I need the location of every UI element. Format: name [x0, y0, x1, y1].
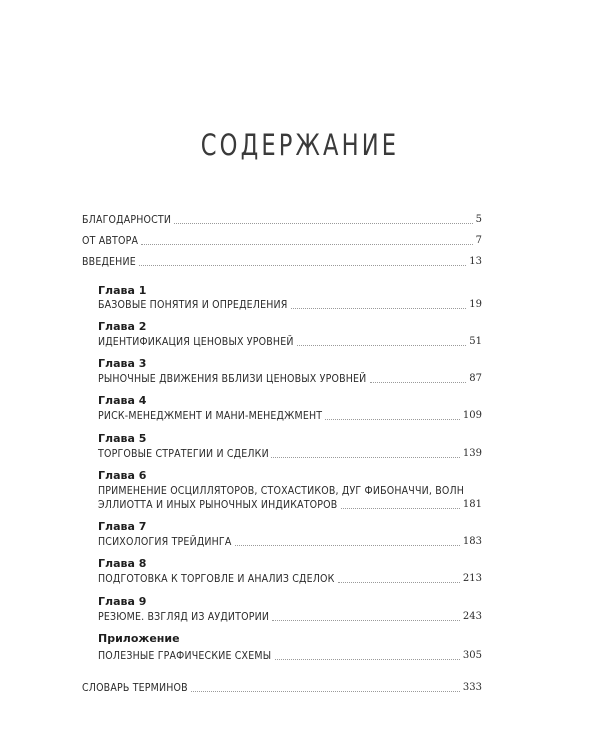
chapter-heading: Глава 9 — [98, 595, 147, 608]
toc-page-number: 19 — [469, 299, 482, 310]
toc-page-number: 13 — [469, 256, 482, 267]
toc-entry-chapter-9[interactable] — [98, 610, 482, 624]
toc-page-number: 181 — [462, 499, 482, 510]
toc-entry-chapter-2[interactable] — [98, 335, 482, 349]
toc-page-number: 109 — [462, 410, 482, 421]
dot-leader — [271, 457, 459, 458]
toc-entry-chapter-4[interactable] — [98, 409, 482, 423]
toc-entry-label: ПРИМЕНЕНИЕ ОСЦИЛЛЯТОРОВ, СТОХАСТИКОВ, ДУГ ФИБОНАЧЧИ, ВОЛН — [98, 484, 465, 497]
chapter-heading: Глава 4 — [98, 394, 147, 407]
toc-entry-chapter-7[interactable] — [98, 535, 482, 549]
dot-leader — [297, 345, 466, 346]
toc-page-number: 213 — [462, 573, 482, 584]
toc-entry-glossary[interactable] — [82, 681, 482, 695]
appendix-heading: Приложение — [98, 632, 180, 645]
toc-entry-acknowledgements[interactable] — [82, 213, 482, 227]
toc-page-number: 333 — [462, 682, 482, 693]
toc-entry-label: ИДЕНТИФИКАЦИЯ ЦЕНОВЫХ УРОВНЕЙ — [98, 335, 294, 348]
toc-page-number: 139 — [462, 448, 482, 459]
dot-leader — [174, 223, 473, 224]
dot-leader — [325, 419, 460, 420]
toc-page-number: 51 — [469, 336, 482, 347]
dot-leader — [370, 382, 467, 383]
toc-entry-label: РЕЗЮМЕ. ВЗГЛЯД ИЗ АУДИТОРИИ — [98, 610, 270, 623]
chapter-heading: Глава 6 — [98, 469, 147, 482]
toc-page-number: 5 — [475, 214, 482, 225]
chapter-heading: Глава 5 — [98, 432, 147, 445]
dot-leader — [272, 620, 460, 621]
dot-leader — [141, 244, 472, 245]
toc-entry-label: РЫНОЧНЫЕ ДВИЖЕНИЯ ВБЛИЗИ ЦЕНОВЫХ УРОВНЕЙ — [98, 372, 367, 385]
chapter-heading: Глава 3 — [98, 357, 147, 370]
chapter-heading: Глава 1 — [98, 284, 147, 297]
chapter-heading: Глава 2 — [98, 320, 147, 333]
toc-entry-label: ТОРГОВЫЕ СТРАТЕГИИ И СДЕЛКИ — [98, 447, 269, 460]
dot-leader — [191, 691, 460, 692]
dot-leader — [235, 545, 460, 546]
dot-leader — [341, 508, 460, 509]
toc-entry-label: ПОДГОТОВКА К ТОРГОВЛЕ И АНАЛИЗ СДЕЛОК — [98, 572, 335, 585]
toc-page-number: 305 — [462, 650, 482, 661]
toc-entry-label: ОТ АВТОРА — [82, 234, 139, 247]
toc-entry-chapter-1[interactable] — [98, 298, 482, 312]
toc-entry-from-author[interactable] — [82, 234, 482, 248]
toc-entry-label: ПОЛЕЗНЫЕ ГРАФИЧЕСКИЕ СХЕМЫ — [98, 649, 272, 662]
chapter-heading: Глава 8 — [98, 557, 147, 570]
toc-entry-chapter-5[interactable] — [98, 447, 482, 461]
toc-entry-chapter-6[interactable] — [98, 498, 482, 512]
dot-leader — [139, 265, 467, 266]
toc-entry-label: СЛОВАРЬ ТЕРМИНОВ — [82, 681, 188, 694]
toc-entry-label: БЛАГОДАРНОСТИ — [82, 213, 172, 226]
toc-entry-introduction[interactable] — [82, 255, 482, 269]
toc-entry-label: РИСК-МЕНЕДЖМЕНТ И МАНИ-МЕНЕДЖМЕНТ — [98, 409, 323, 422]
toc-page-number: 7 — [475, 235, 482, 246]
toc-entry-label: ЭЛЛИОТТА И ИНЫХ РЫНОЧНЫХ ИНДИКАТОРОВ — [98, 498, 338, 511]
toc-page-number: 87 — [469, 373, 482, 384]
toc-page-number: 243 — [462, 611, 482, 622]
dot-leader — [338, 582, 460, 583]
toc-entry-label: БАЗОВЫЕ ПОНЯТИЯ И ОПРЕДЕЛЕНИЯ — [98, 298, 288, 311]
toc-entry-chapter-3[interactable] — [98, 372, 482, 386]
toc-entry-appendix[interactable] — [98, 649, 482, 663]
chapter-heading: Глава 7 — [98, 520, 147, 533]
page-title: СОДЕРЖАНИЕ — [200, 128, 400, 162]
dot-leader — [291, 308, 466, 309]
toc-entry-chapter-6-line1[interactable] — [98, 484, 482, 498]
toc-entry-chapter-8[interactable] — [98, 572, 482, 586]
toc-entry-label: ПСИХОЛОГИЯ ТРЕЙДИНГА — [98, 535, 232, 548]
toc-page-number: 183 — [462, 536, 482, 547]
toc-entry-label: ВВЕДЕНИЕ — [82, 255, 136, 268]
dot-leader — [275, 659, 460, 660]
